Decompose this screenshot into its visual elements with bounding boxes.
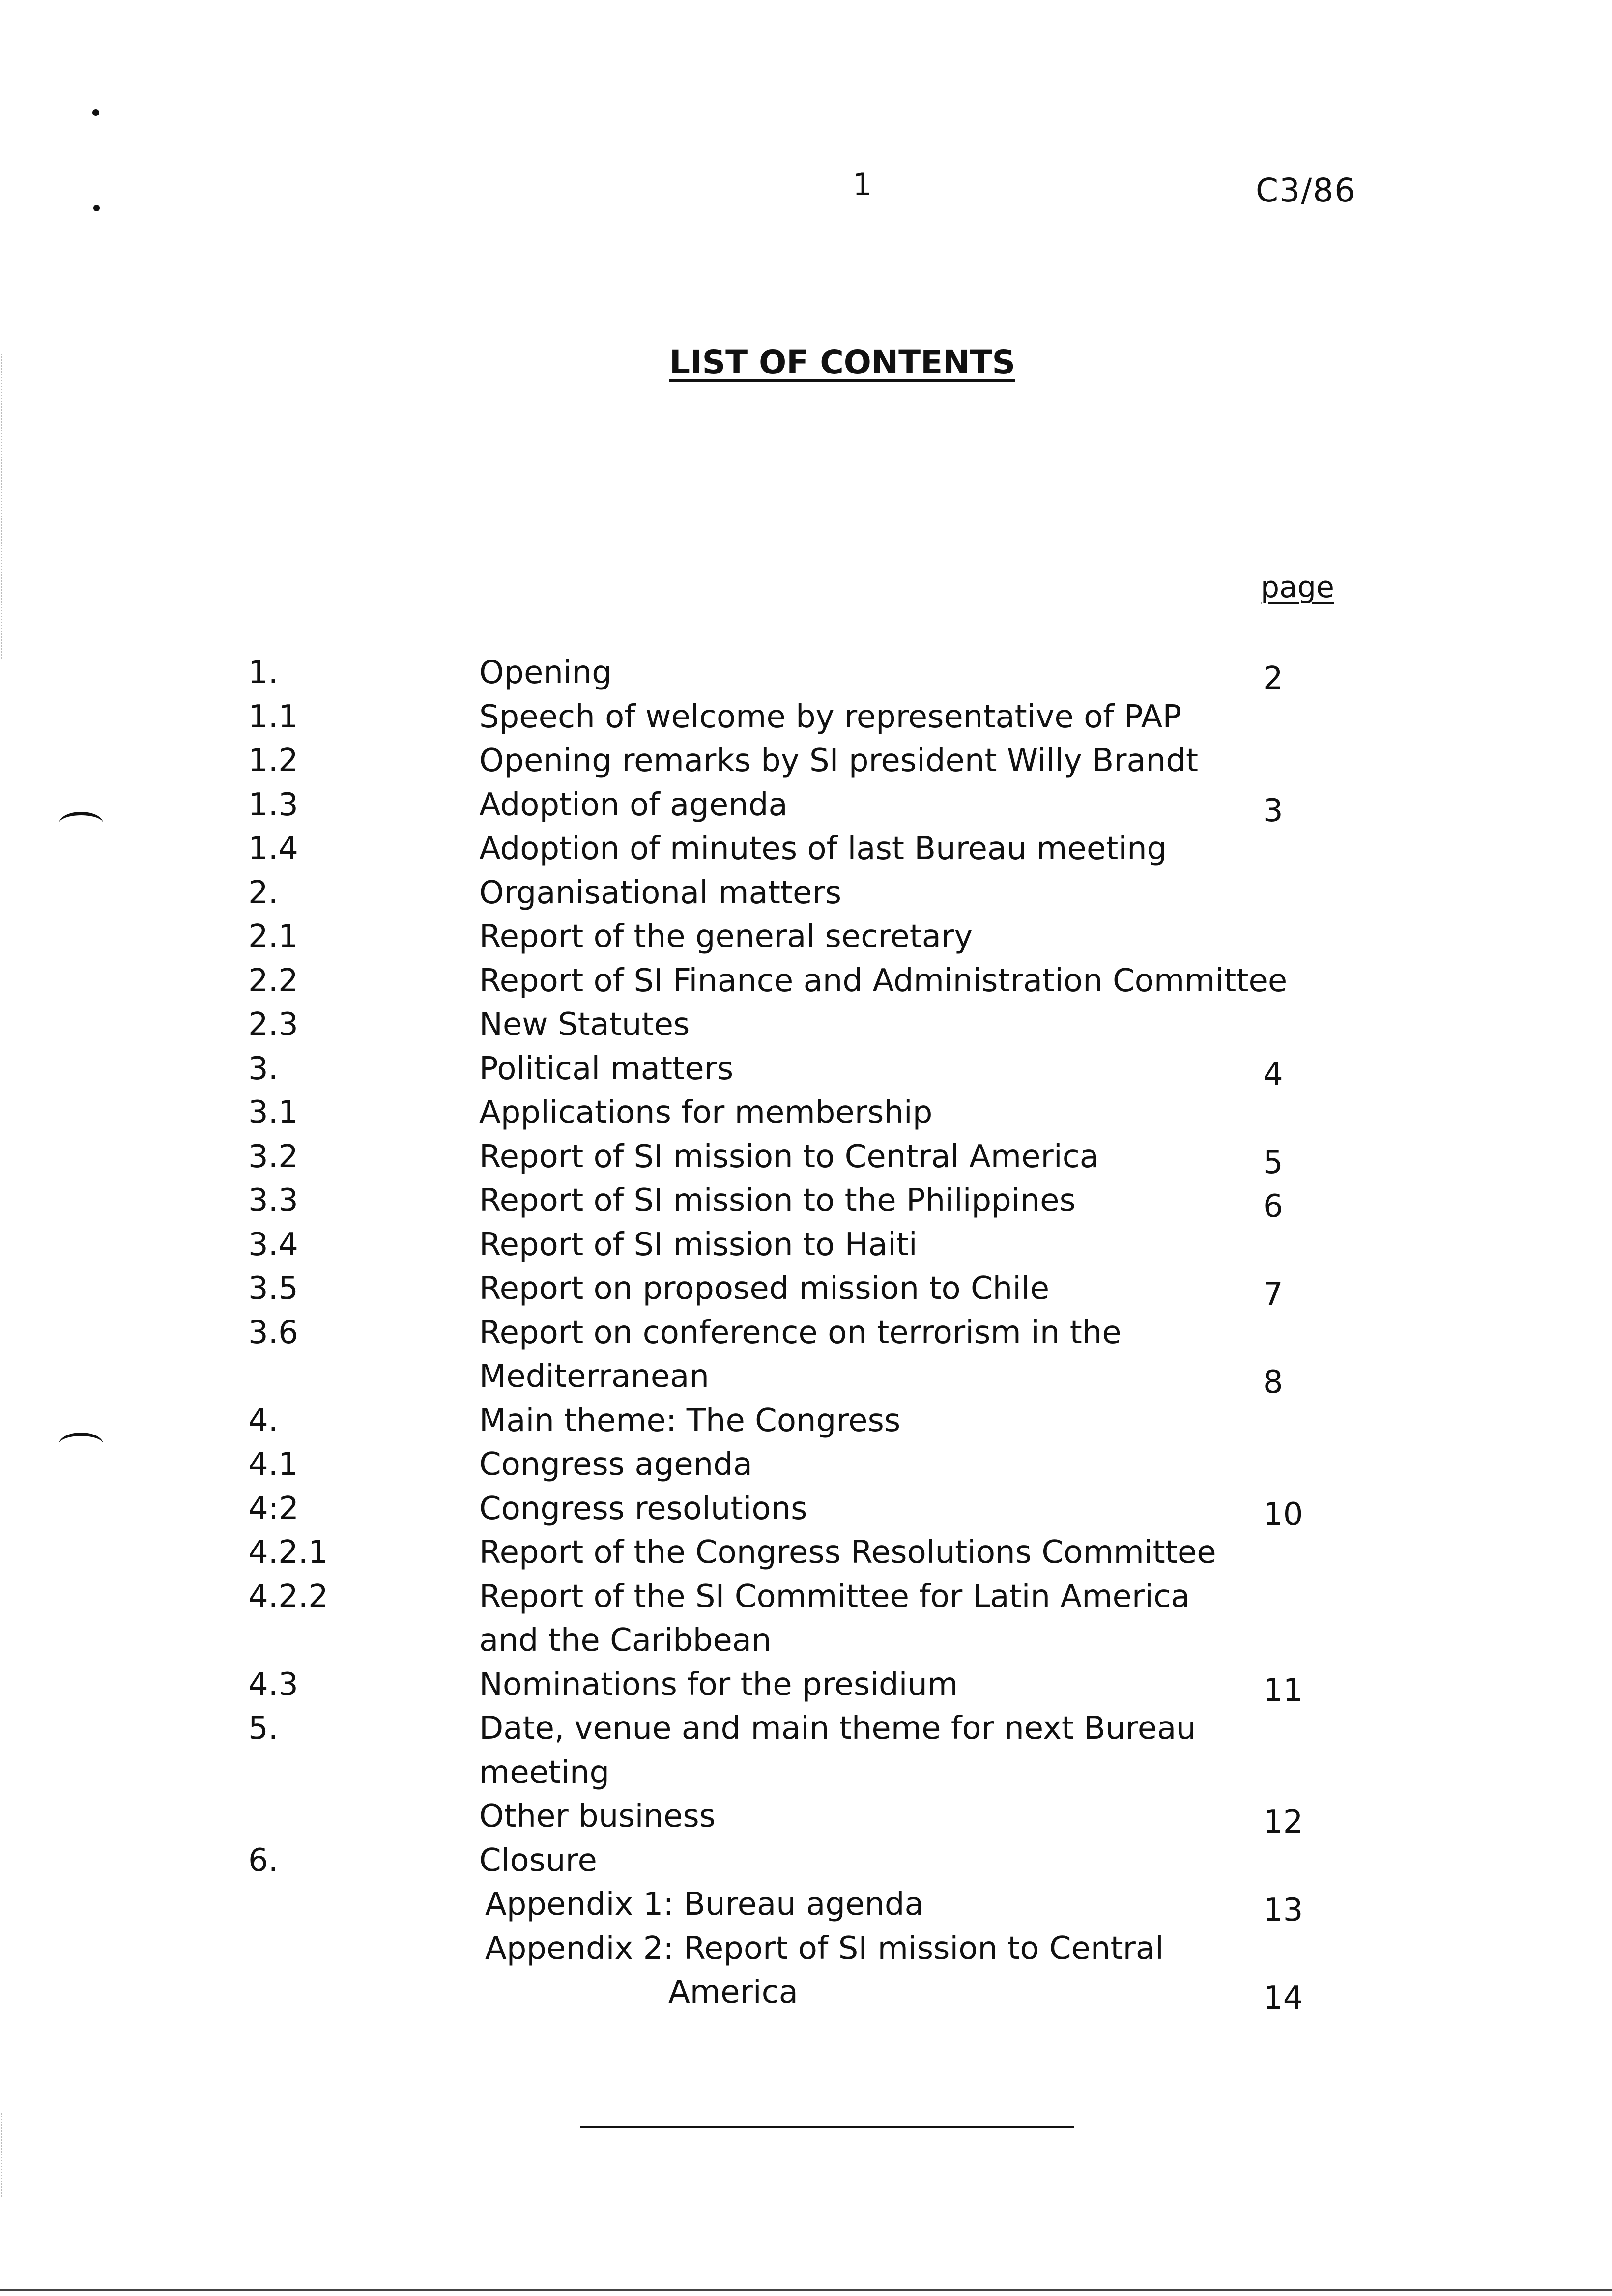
toc-entry-page: 3 (1263, 792, 1283, 829)
toc-entry (248, 1091, 1329, 1135)
toc-entry-title: New Statutes (479, 1006, 690, 1043)
toc-entry-page: 5 (1263, 1144, 1283, 1181)
toc-entry-title: Opening (479, 655, 612, 691)
toc-entry-title: Organisational matters (479, 874, 842, 911)
toc-entry-number: 4:2 (248, 1490, 299, 1527)
toc-entry (248, 1311, 1329, 1355)
toc-entry (248, 1135, 1329, 1179)
toc-entry (248, 1179, 1329, 1223)
toc-entry (248, 651, 1329, 695)
toc-entry-number: 3.5 (248, 1270, 298, 1307)
toc-entry-title: America (668, 1974, 798, 2010)
toc-entry-page: 2 (1263, 660, 1283, 697)
toc-entry-title: Appendix 2: Report of SI mission to Central (485, 1930, 1164, 1967)
page-number: 1 (853, 167, 872, 202)
page-column-header: page (1261, 570, 1334, 604)
toc-entry-number: 2. (248, 874, 279, 911)
toc-entry-number: 2.3 (248, 1006, 298, 1043)
document-reference: C3/86 (1256, 172, 1356, 209)
toc-entry-page: 6 (1263, 1188, 1283, 1225)
toc-entry (248, 1355, 1329, 1399)
toc-entry (248, 1223, 1329, 1267)
toc-entry-title: Congress resolutions (479, 1490, 807, 1527)
toc-entry-title: meeting (479, 1754, 610, 1791)
toc-entry-number: 2.2 (248, 962, 298, 999)
toc-entry (248, 1751, 1329, 1795)
scan-speck-top (92, 109, 99, 116)
toc-entry-number: 4.2.2 (248, 1578, 328, 1615)
toc-entry-title: Adoption of agenda (479, 786, 788, 823)
toc-entry (248, 1927, 1329, 1971)
toc-entry-title: Political matters (479, 1050, 734, 1087)
toc-entry-number: 4.3 (248, 1666, 298, 1703)
toc-entry-number: 1.4 (248, 831, 298, 867)
toc-entry-title: Nominations for the presidium (479, 1666, 958, 1703)
page-title: LIST OF CONTENTS (669, 344, 1015, 381)
toc-entry-number: 1.2 (248, 743, 298, 779)
toc-entry-title: Opening remarks by SI president Willy Brandt (479, 743, 1199, 779)
toc-entry-title: Report of the general secretary (479, 918, 973, 955)
scan-bottom-edge (0, 2289, 1612, 2291)
toc-entry (248, 1531, 1329, 1575)
toc-entry-title: Report of SI mission to Central America (479, 1138, 1099, 1175)
toc-entry-title: Report of SI mission to the Philippines (479, 1182, 1076, 1219)
toc-entry (248, 1047, 1329, 1091)
toc-entry-title: Report of SI Finance and Administration Committee (479, 962, 1288, 999)
toc-entry-title: Other business (479, 1798, 716, 1835)
margin-scan-ticks-upper (1, 354, 4, 659)
toc-entry-number: 6. (248, 1842, 279, 1879)
toc-entry (248, 695, 1329, 740)
toc-entry (248, 827, 1329, 871)
toc-entry-title: Date, venue and main theme for next Bureau (479, 1710, 1196, 1747)
horizontal-rule (580, 2126, 1074, 2128)
toc-entry-title: Report of SI mission to Haiti (479, 1226, 918, 1263)
toc-entry-page: 14 (1263, 1980, 1303, 2016)
toc-entry-title: Mediterranean (479, 1358, 709, 1395)
toc-entry-number: 3.1 (248, 1094, 298, 1131)
toc-entry-title: Report on proposed mission to Chile (479, 1270, 1050, 1307)
toc-entry (248, 783, 1329, 828)
toc-entry (248, 871, 1329, 916)
toc-entry-number: 4.1 (248, 1446, 298, 1483)
toc-entry-page: 7 (1263, 1276, 1283, 1313)
toc-entry (248, 1663, 1329, 1707)
toc-entry-title: Applications for membership (479, 1094, 933, 1131)
toc-entry (248, 1267, 1329, 1311)
toc-entry (248, 739, 1329, 783)
toc-entry (248, 1707, 1329, 1751)
toc-entry (248, 1619, 1329, 1663)
toc-entry (248, 1003, 1329, 1047)
toc-entry (248, 1487, 1329, 1531)
toc-entry (248, 1399, 1329, 1443)
table-of-contents (248, 651, 1329, 2015)
toc-entry-number: 3.6 (248, 1314, 298, 1351)
toc-entry-page: 12 (1263, 1804, 1303, 1840)
toc-entry (248, 915, 1329, 959)
toc-entry-page: 13 (1263, 1892, 1303, 1928)
toc-entry-page: 8 (1263, 1364, 1283, 1401)
toc-entry-title: Appendix 1: Bureau agenda (485, 1886, 924, 1923)
scan-speck-upper (93, 205, 100, 211)
toc-entry (248, 1971, 1329, 2015)
toc-entry (248, 1575, 1329, 1619)
toc-entry-number: 3.4 (248, 1226, 298, 1263)
toc-entry-number: 5. (248, 1710, 279, 1747)
toc-entry-page: 10 (1263, 1496, 1303, 1533)
toc-entry-number: 3. (248, 1050, 279, 1087)
toc-entry-number: 1.1 (248, 698, 298, 735)
toc-entry-number: 4.2.1 (248, 1534, 328, 1571)
toc-entry-number: 2.1 (248, 918, 298, 955)
toc-entry-page: 11 (1263, 1672, 1303, 1709)
toc-entry (248, 1839, 1329, 1883)
margin-punch-mark-upper (59, 812, 103, 835)
toc-entry (248, 1795, 1329, 1839)
toc-entry-title: Report of the SI Committee for Latin America (479, 1578, 1190, 1615)
toc-entry-title: and the Caribbean (479, 1622, 772, 1659)
toc-entry-title: Closure (479, 1842, 597, 1879)
toc-entry-title: Adoption of minutes of last Bureau meeting (479, 831, 1167, 867)
toc-entry (248, 1883, 1329, 1927)
toc-entry-number: 1. (248, 655, 279, 691)
toc-entry-number: 4. (248, 1402, 279, 1439)
toc-entry-title: Speech of welcome by representative of PAP (479, 698, 1182, 735)
margin-scan-ticks-lower (1, 2113, 4, 2197)
toc-entry-page: 4 (1263, 1056, 1283, 1093)
toc-entry-number: 3.2 (248, 1138, 298, 1175)
toc-entry-number: 1.3 (248, 786, 298, 823)
toc-entry-title: Main theme: The Congress (479, 1402, 901, 1439)
toc-entry-title: Congress agenda (479, 1446, 752, 1483)
toc-entry (248, 959, 1329, 1004)
margin-punch-mark-lower (59, 1433, 103, 1456)
toc-entry-title: Report on conference on terrorism in the (479, 1314, 1122, 1351)
toc-entry-title: Report of the Congress Resolutions Committee (479, 1534, 1216, 1571)
toc-entry (248, 1443, 1329, 1487)
toc-entry-number: 3.3 (248, 1182, 298, 1219)
